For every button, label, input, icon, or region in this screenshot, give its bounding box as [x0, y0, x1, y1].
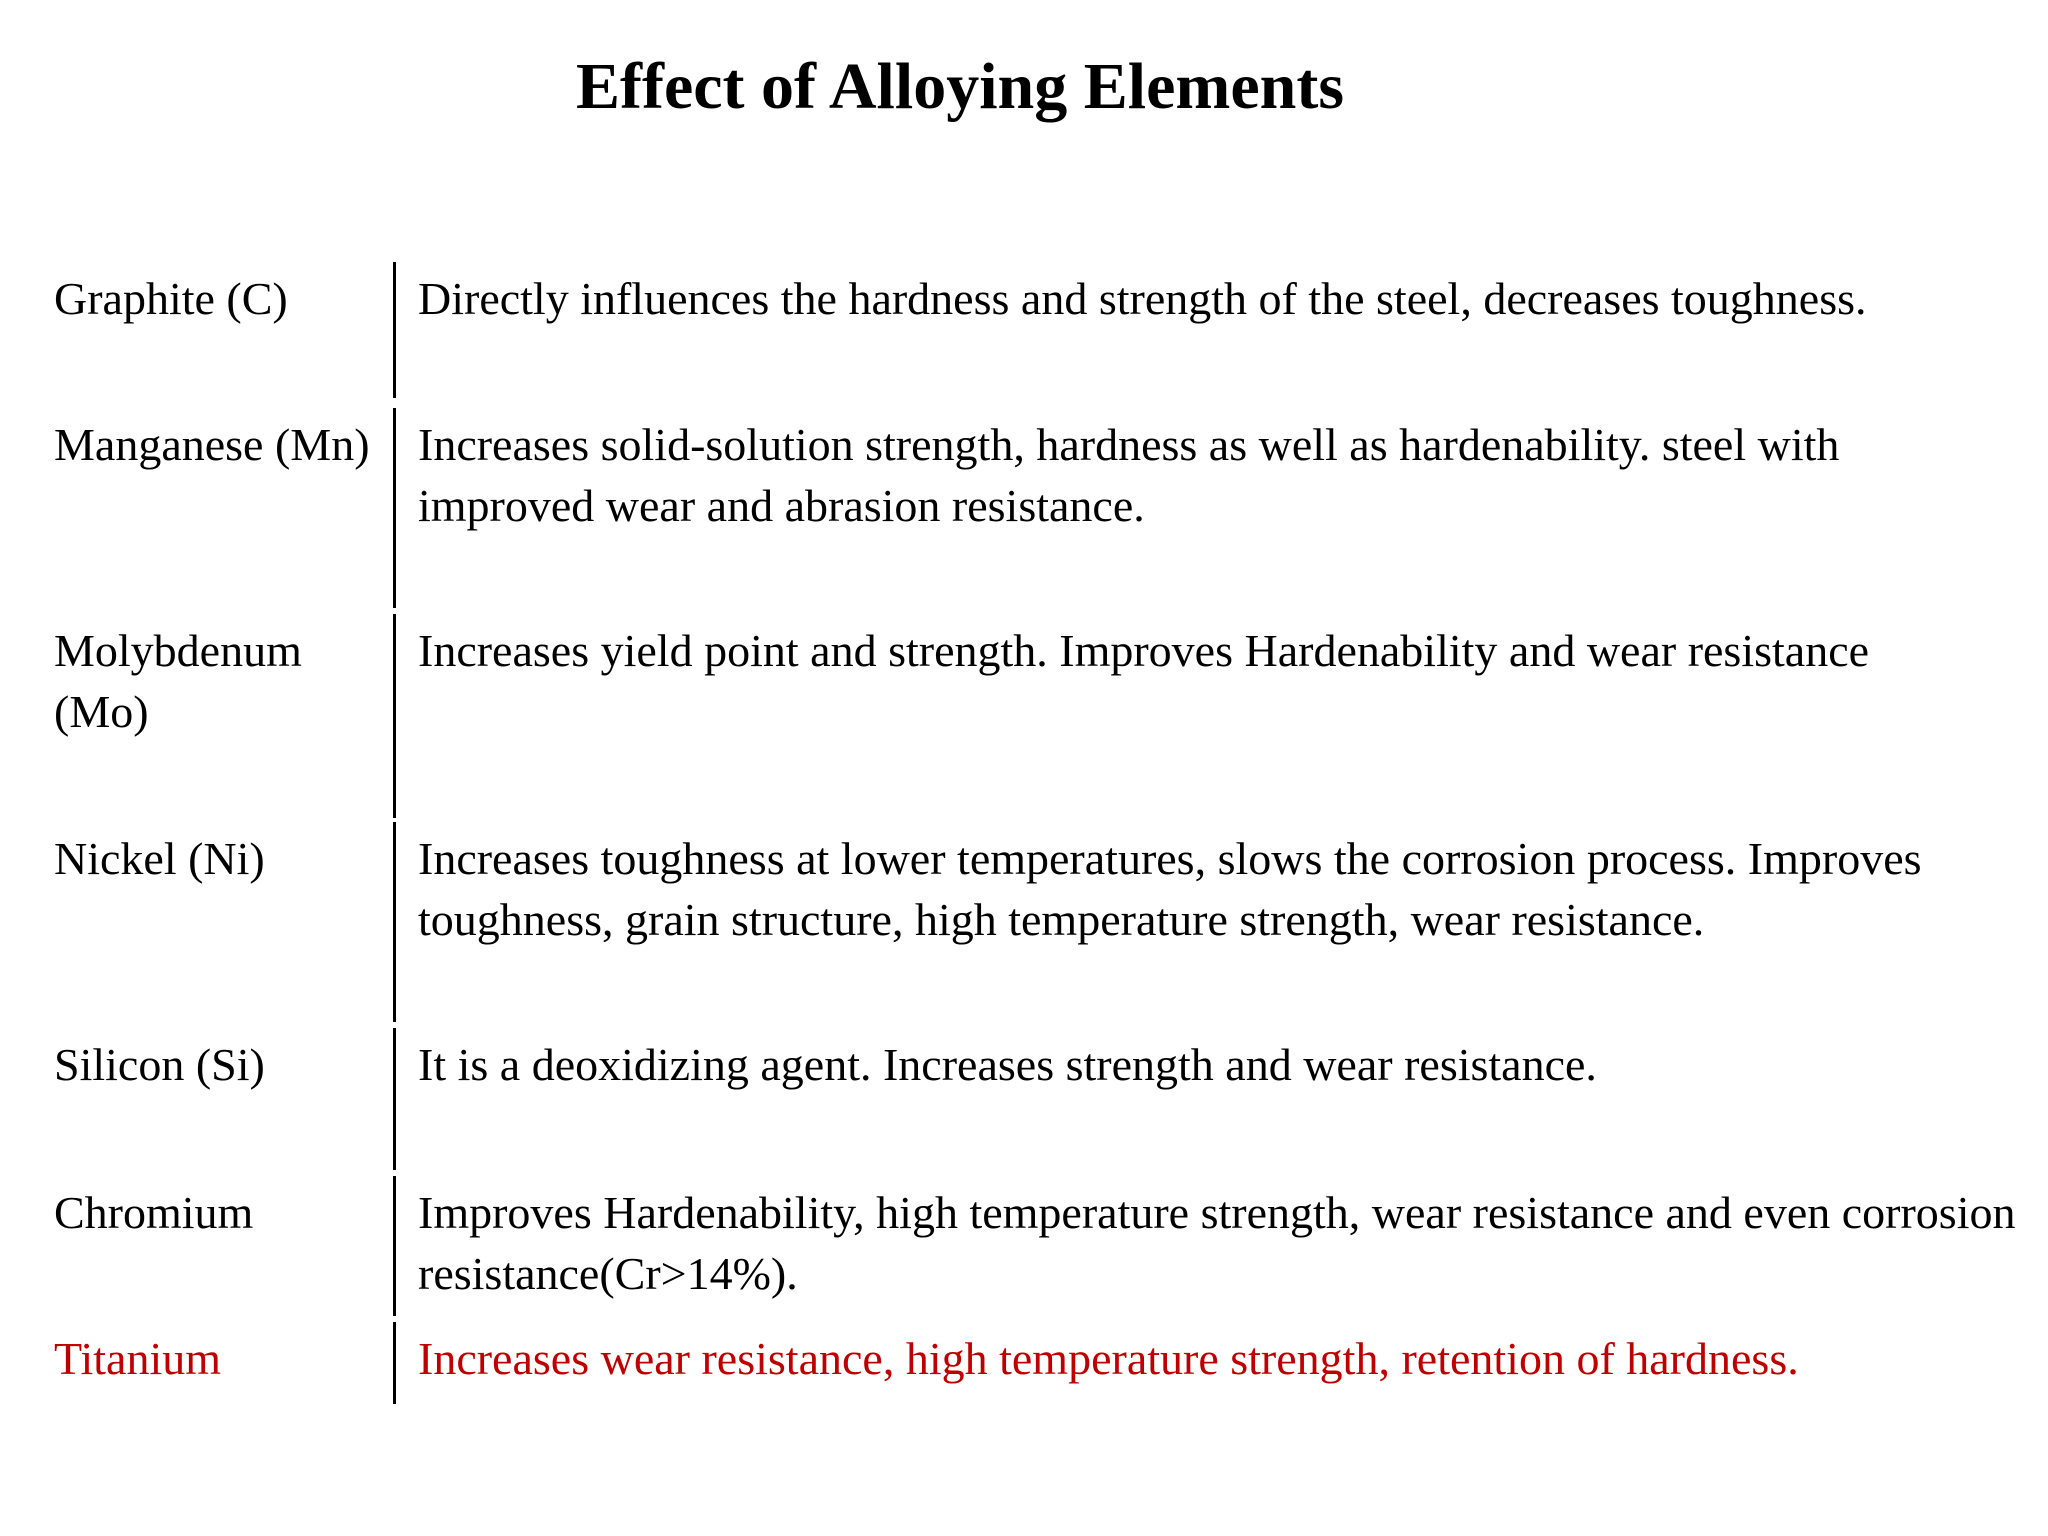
column-divider: [393, 1322, 396, 1404]
element-effect: Improves Hardenability, high temperature strength, wear resistance and even corrosion resistance(Cr>14%).: [418, 1187, 2016, 1299]
column-divider: [393, 262, 396, 398]
element-effect: Directly influences the hardness and strength of the steel, decreases toughness.: [418, 273, 1867, 324]
element-effect: Increases wear resistance, high temperature strength, retention of hardness.: [418, 1333, 1799, 1384]
element-effect: It is a deoxidizing agent. Increases strength and wear resistance.: [418, 1039, 1597, 1090]
element-name: Nickel (Ni): [54, 833, 265, 884]
element-name: Molybdenum (Mo): [54, 625, 302, 737]
column-divider: [393, 408, 396, 608]
column-divider: [393, 822, 396, 1022]
element-name: Graphite (C): [54, 273, 288, 324]
column-divider: [393, 614, 396, 818]
element-name: Silicon (Si): [54, 1039, 265, 1090]
page-title: Effect of Alloying Elements: [575, 50, 1345, 123]
column-divider: [393, 1176, 396, 1316]
column-divider: [393, 1028, 396, 1170]
element-effect: Increases toughness at lower temperatures, slows the corrosion process. Improves toughness, grain structure, high temperature strength, wear resistance.: [418, 833, 1922, 945]
element-effect: Increases yield point and strength. Improves Hardenability and wear resistance: [418, 625, 1870, 676]
element-effect: Increases solid-solution strength, hardness as well as hardenability. steel with improved wear and abrasion resistance.: [418, 419, 1840, 531]
element-name: Chromium: [54, 1187, 254, 1238]
element-name: Manganese (Mn): [54, 419, 370, 470]
element-name: Titanium: [54, 1333, 222, 1384]
